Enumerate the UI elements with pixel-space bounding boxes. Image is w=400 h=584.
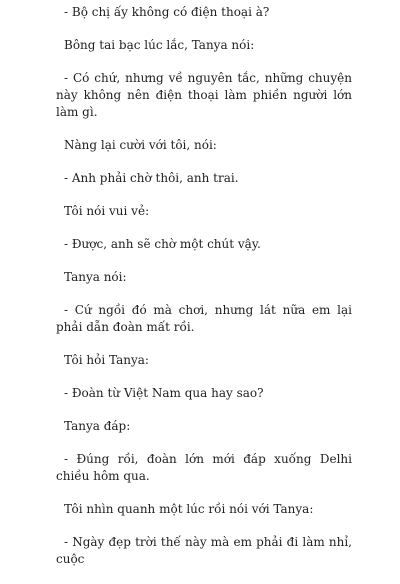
- paragraph-15: - Ngày đẹp trời thế này mà em phải đi làm nhỉ, cuộc: [56, 535, 352, 566]
- paragraph-11: - Đoàn từ Việt Nam qua hay sao?: [64, 386, 264, 400]
- paragraph-12: Tanya đáp:: [64, 419, 131, 433]
- paragraph-5: - Anh phải chờ thôi, anh trai.: [64, 171, 239, 185]
- paragraph-8: Tanya nói:: [64, 270, 127, 284]
- paragraph-3: - Có chứ, nhưng về nguyên tắc, những chuyện này không nên điện thoại làm phiền người lớn làm gì.: [56, 71, 352, 119]
- paragraph-9: - Cứ ngồi đó mà chơi, nhưng lát nữa em lại phải dẫn đoàn mất rồi.: [56, 303, 352, 334]
- paragraph-6: Tôi nói vui vẻ:: [64, 204, 150, 218]
- story-text: [56, 4, 352, 584]
- paragraph-7: - Được, anh sẽ chờ một chút vậy.: [64, 237, 261, 251]
- paragraph-14: Tôi nhìn quanh một lúc rồi nói với Tanya:: [64, 502, 314, 516]
- paragraph-4: Nàng lại cười với tôi, nói:: [64, 138, 217, 152]
- paragraph-1: - Bộ chị ấy không có điện thoại à?: [64, 5, 270, 19]
- paragraph-13: - Đúng rồi, đoàn lớn mới đáp xuống Delhi chiều hôm qua.: [56, 452, 352, 483]
- paragraph-2: Bông tai bạc lúc lắc, Tanya nói:: [64, 38, 255, 52]
- paragraph-10: Tôi hỏi Tanya:: [64, 353, 149, 367]
